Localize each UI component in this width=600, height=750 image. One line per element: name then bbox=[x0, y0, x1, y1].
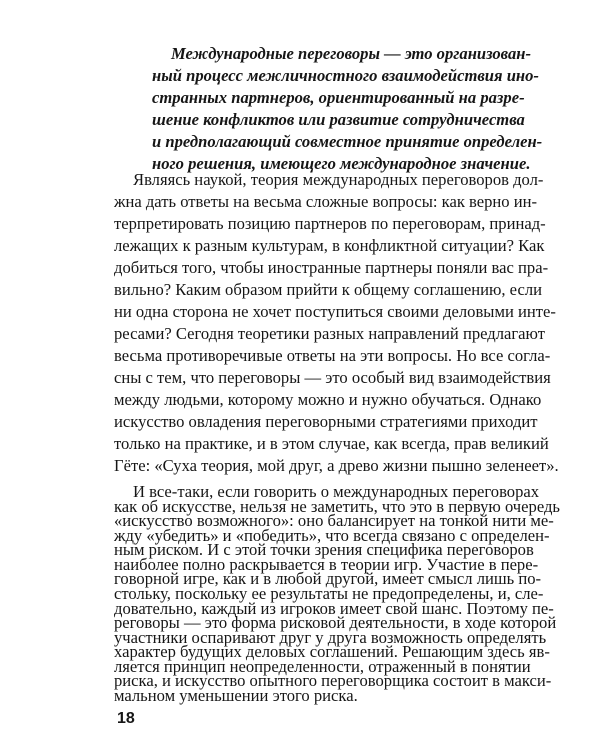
body-line: только на практике, и в этом случае, как всегда, прав великий bbox=[114, 434, 549, 453]
body-line: мальном уменьшении этого риска. bbox=[114, 686, 358, 705]
body-line: И все-таки, если говорить о международных переговорах bbox=[133, 482, 540, 501]
body-line: довательно, каждый из игроков имеет свой шанс. Поэтому пе- bbox=[114, 598, 554, 618]
body-line: между людьми, которому можно и нужно обучаться. Однако bbox=[114, 390, 542, 409]
body-line: стольку, поскольку ее результаты не предопределены, и, сле- bbox=[114, 584, 544, 603]
body-line: участники оспаривают друг у друга возможность определять bbox=[114, 627, 547, 647]
body-line: ресами? Сегодня теоретики разных направлений предлагают bbox=[114, 324, 545, 343]
body-line: весьма противоречивые ответы на эти вопросы. Но все согла- bbox=[114, 346, 551, 365]
body-line: искусство овладения переговорными стратегиями приходит bbox=[114, 412, 538, 431]
body-line: Гёте: «Суха теория, мой друг, а древо жизни пышно зеленеет». bbox=[114, 456, 559, 475]
body-line: ляется принцип неопределенности, отраженный в понятии bbox=[114, 656, 531, 676]
body-line: добиться того, чтобы иностранные партнеры поняли вас пра- bbox=[114, 258, 549, 277]
body-line: реговоры — это форма рисковой деятельности, в ходе которой bbox=[114, 613, 557, 633]
body-line: терпретировать позицию партнеров по переговорам, принад- bbox=[114, 214, 546, 233]
body-line: жду «убедить» и «победить», что всегда связано с определен- bbox=[114, 525, 550, 545]
body-line: Являясь наукой, теория международных переговоров дол- bbox=[133, 170, 544, 189]
body-line: лежащих к разным культурам, в конфликтной ситуации? Как bbox=[114, 236, 545, 255]
definition-line: шение конфликтов или развитие сотрудничества bbox=[152, 110, 525, 129]
definition-line: Международные переговоры — это организован- bbox=[171, 44, 532, 63]
page-number: 18 bbox=[117, 710, 135, 727]
body-line: жна дать ответы на весьма сложные вопросы: как верно ин- bbox=[114, 192, 538, 211]
definition-line: странных партнеров, ориентированный на разре- bbox=[152, 88, 525, 107]
definition-line: ный процесс межличностного взаимодействия ино- bbox=[152, 66, 539, 85]
body-line: ным риском. И с этой точки зрения специфика переговоров bbox=[114, 540, 534, 560]
definition-line: ного решения, имеющего международное значение. bbox=[152, 154, 531, 173]
body-line: характер будущих деловых соглашений. Решающим здесь яв- bbox=[114, 642, 550, 662]
body-line: наиболее полно раскрывается в теории игр. Участие в пере- bbox=[114, 554, 539, 574]
body-line: ни одна сторона не хочет поступиться своими деловыми инте- bbox=[114, 302, 556, 321]
body-line: говорной игре, как и в любой другой, имеет смысл лишь по- bbox=[114, 569, 542, 589]
definition-line: и предполагающий совместное принятие определен- bbox=[152, 132, 543, 151]
body-line: риска, и искусство опытного переговорщика состоит в макси- bbox=[114, 671, 552, 691]
body-line: сны с тем, что переговоры — это особый вид взаимодействия bbox=[114, 368, 551, 387]
body-line: «искусство возможного»: оно балансирует на тонкой нити ме- bbox=[114, 511, 554, 531]
body-line: вильно? Каким образом прийти к общему соглашению, если bbox=[114, 280, 542, 299]
body-line: как об искусстве, нельзя не заметить, что это в первую очередь bbox=[114, 496, 560, 516]
